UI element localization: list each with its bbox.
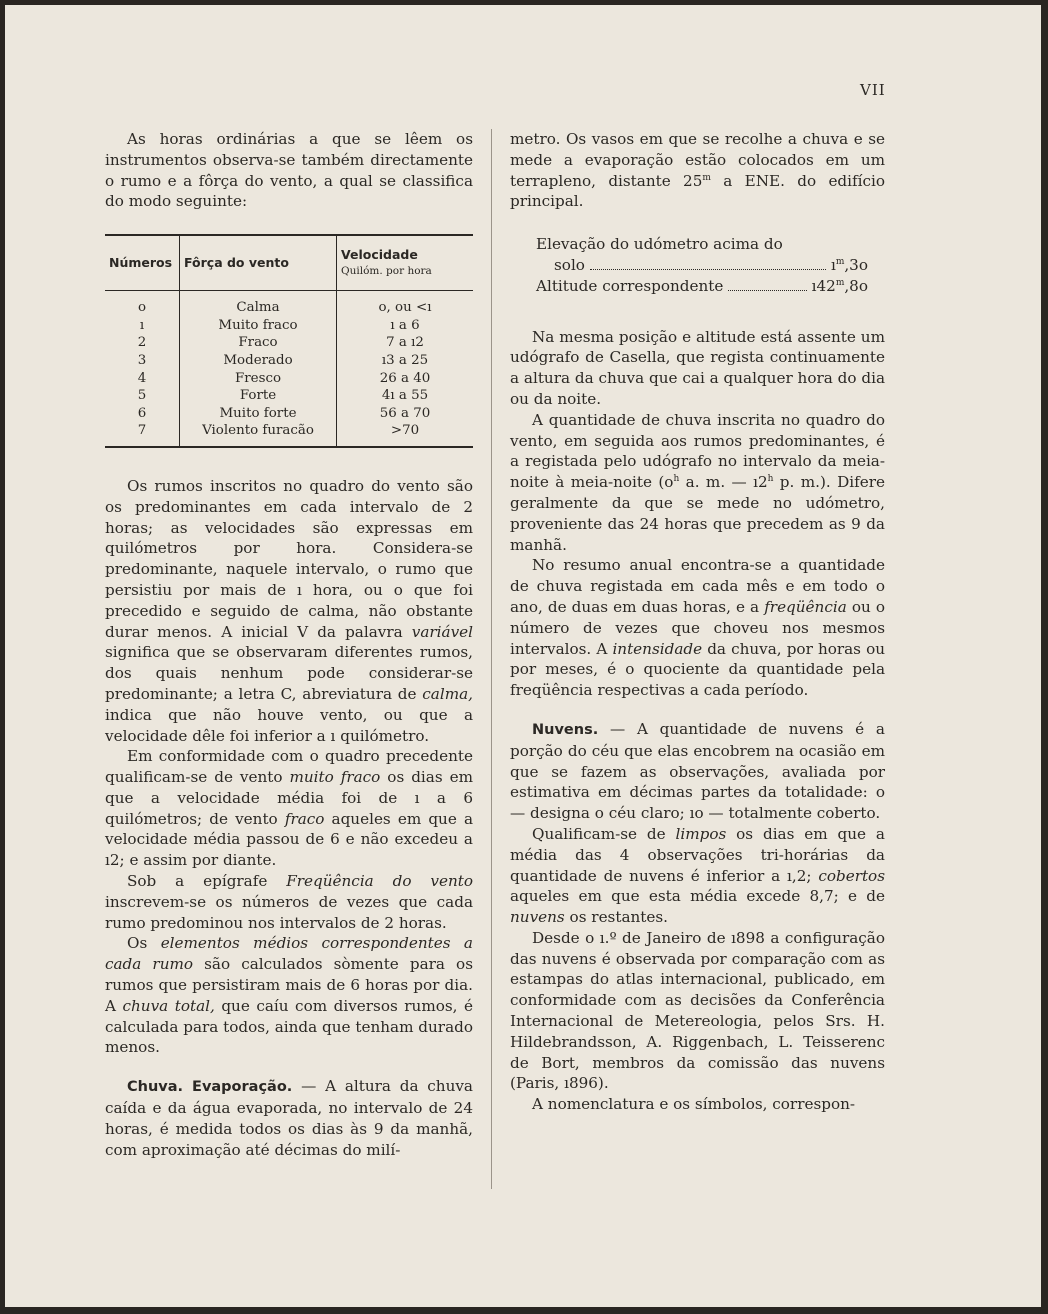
paragraph-clouds-atlas: Desde o ı.º de Janeiro de ı898 a configuração das nuvens é observada por comparação com as estampas do atlas internacional, publicado, em conformidade com as decisões da Conferência Internacional de Metereologia, pelos Srs. H. Hildebrandsson, A. Riggenbach, L. Teisserenc de Bort, membros da comissão das nuvens (Paris, ı896). <box>510 928 885 1093</box>
udometer-elevation-row: solo $ı^m,3o$ <box>554 255 868 274</box>
cell-number: ı <box>105 317 180 335</box>
page-number: VII <box>860 81 886 99</box>
altitude-row: Altitude correspondente ı42$^m$,8o <box>536 276 868 295</box>
page <box>5 5 1041 1307</box>
paragraph-wind-intro: As horas ordinárias a que se lêem os instrumentos observa-se também directamente o rumo e a fôrça do vento, a qual se classifica do modo seguinte: <box>105 130 473 211</box>
paragraph-mean-elements: Os elementos médios correspondentes a cada rumo são calculados sòmente para os rumos que persistiram mais de 6 horas por dia. A chuva total, que caíu com diversos rumos, é calculada para todos, ainda que tenham durado menos. <box>105 934 474 1057</box>
paragraph-rain-evaporation: Chuva. Evaporação. — A altura da chuva caída e da água evaporada, no intervalo de 24 horas, é medida todos os dias às 9 da manhã, com aproximação até décimas do milí- <box>105 1077 473 1159</box>
cell-force: Calma <box>180 291 337 317</box>
cell-number: 4 <box>105 370 180 388</box>
cell-velocity: 56 a 70 <box>379 405 431 421</box>
cell-velocity: 4ı a 55 <box>381 388 429 404</box>
cell-number: 5 <box>105 387 180 405</box>
section-heading-clouds: Nuvens. <box>532 721 599 738</box>
cell-velocity: 26 a 40 <box>379 370 431 386</box>
paragraph-annual-summary: No resumo anual encontra-se a quantidade de chuva registada em cada mês e em todo o ano, de duas em duas horas, e a freqüência ou o número de vezes que choveu nos mesmos intervalos. A intensidade da chuva, por horas ou por meses, é o quociente da quantidade pela freqüência respectivas a cada período. <box>510 556 886 700</box>
paragraph-wind-frequency: Sob a epígrafe Freqüência do vento inscrevem-se os números de vezes que cada rumo predominou nos intervalos de 2 horas. <box>105 872 473 932</box>
cell-velocity: ı3 a 25 <box>381 352 429 368</box>
table-row <box>105 405 473 423</box>
cell-velocity: ı a 6 <box>390 317 420 333</box>
cell-force: Moderado <box>180 352 337 370</box>
cell-force: Fresco <box>180 370 337 388</box>
column-divider <box>491 129 492 1189</box>
paragraph-rain-continued: metro. Os vasos em que se recolhe a chuva e se mede a evaporação estão colocados em um terrapleno, distante 25$^m$ a ENE. do edifício principal. <box>510 130 885 211</box>
section-heading-rain: Chuva. Evaporação. <box>127 1079 293 1096</box>
right-column <box>510 129 885 1115</box>
cell-force: Forte <box>180 387 337 405</box>
cell-number: 7 <box>105 422 180 447</box>
table-row <box>105 291 473 317</box>
udometer-elevation-label: Elevação do udómetro acima do <box>536 235 783 254</box>
table-row <box>105 422 473 447</box>
udometer-elevation-value: $ı^m,3o$ <box>830 255 868 274</box>
paragraph-udograph: Na mesma posição e altitude está assente um udógrafo de Casella, que regista continuamente a altura da chuva que cai a qualquer hora do dia ou da noite. <box>510 327 885 408</box>
table-header-numbers: Números <box>105 235 180 291</box>
cell-force: Fraco <box>180 334 337 352</box>
velocity-unit: Quilóm. por hora <box>341 265 432 278</box>
table-row <box>105 317 473 335</box>
paragraph-rain-quantity: A quantidade de chuva inscrita no quadro do vento, em seguida aos rumos predominantes, é a registada pelo udógrafo no intervalo da meia-noite à meia-noite ($o^h$ a. m. — ı2$^h$ p. m.). Difere geralmente da que se mede no udómetro, proveniente das 24 horas que precedem as 9 da manhã. <box>510 410 885 554</box>
paragraph-wind-directions: Os rumos inscritos no quadro do vento são os predominantes em cada intervalo de 2 horas; as velocidades são expressas em quilómetros por hora. Considera-se predominante, naquele intervalo, o rumo que persistiu por mais de ı hora, ou o que foi precedido e seguido de calma, não obstante durar menos. A inicial V da palavra variável significa que se observaram diferentes rumos, dos quais nenhum pode considerar-se predominante; a letra C, abreviatura de calma, indica que não houve vento, ou que a velocidade dêle foi inferior a ı quilómetro. <box>105 476 473 745</box>
paragraph-nomenclature: A nomenclatura e os símbolos, correspon- <box>532 1095 856 1114</box>
table-header-velocity <box>337 235 474 291</box>
table-row <box>105 352 473 370</box>
paragraph-clouds: Nuvens. — A quantidade de nuvens é a porção do céu que elas encobrem na ocasião em que se fazem as observações, avaliada por estimativa em décimas partes da totalidade: o — designa o céu claro; ıo — totalmente coberto. <box>510 719 885 823</box>
cell-force: Muito forte <box>180 405 337 423</box>
velocity-label: Velocidade <box>341 246 418 262</box>
cell-velocity: 7 a ı2 <box>386 335 424 351</box>
cell-velocity: o, ou <ı <box>378 300 432 316</box>
table-row <box>105 387 473 405</box>
cell-velocity: >70 <box>390 423 420 439</box>
left-column <box>105 129 473 1160</box>
cell-number: 2 <box>105 334 180 352</box>
cell-number: o <box>105 291 180 317</box>
cell-number: 3 <box>105 352 180 370</box>
wind-force-table <box>105 234 473 448</box>
paragraph-wind-qualification: Em conformidade com o quadro precedente qualificam-se de vento muito fraco os dias em que a velocidade média foi de ı a 6 quilómetros; de vento fraco aqueles em que a velocidade média passou de 6 e não excedeu a ı2; e assim por diante. <box>105 747 473 870</box>
cell-number: 6 <box>105 405 180 423</box>
paragraph-clouds-qualification: Qualificam-se de limpos os dias em que a média das 4 observações tri-horárias da quantidade de nuvens é inferior a ı,2; cobertos aqueles em que esta média excede 8,7; e de nuvens os restantes. <box>510 824 885 927</box>
table-row <box>105 370 473 388</box>
table-header-force: Fôrça do vento <box>180 235 337 291</box>
udometer-data <box>536 234 868 296</box>
altitude-value: ı42$^m$,8o <box>811 276 868 295</box>
cell-force: Muito fraco <box>180 317 337 335</box>
table-row <box>105 334 473 352</box>
cell-force: Violento furacão <box>180 422 337 447</box>
